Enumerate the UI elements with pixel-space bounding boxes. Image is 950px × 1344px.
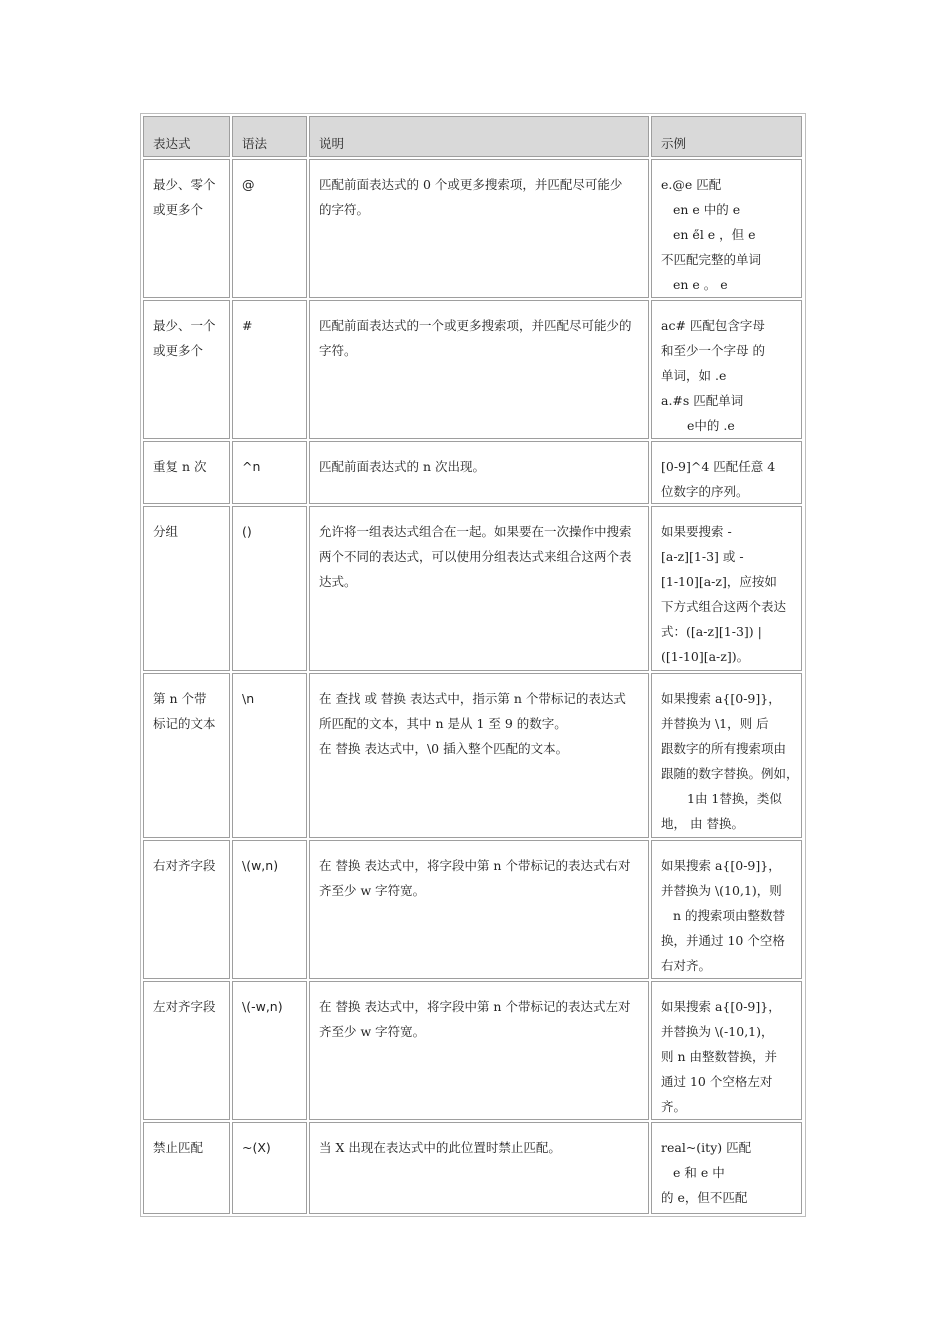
header-syntax <box>232 116 307 157</box>
description-text: 齐至少 w 字符宽。 <box>319 883 426 898</box>
table-row-description <box>309 441 649 504</box>
table-row-description <box>309 1122 649 1214</box>
table-row-example <box>651 840 802 979</box>
expression-text: 或更多个 <box>153 202 204 217</box>
table-row-description <box>309 300 649 439</box>
table-row-syntax <box>232 673 307 838</box>
table-row-expression <box>143 441 230 504</box>
example-text: 并替换为 \1，则 后 <box>661 716 769 731</box>
description-text: 匹配前面表达式的一个或更多搜索项，并匹配尽可能少的 <box>319 318 632 333</box>
header-label: 说明 <box>319 136 345 151</box>
example-text: 齐。 <box>661 1099 687 1114</box>
table-row-expression <box>143 840 230 979</box>
table-row-syntax <box>232 300 307 439</box>
expression-text: 最少、一个 <box>153 318 216 333</box>
example-text: 通过 10 个空格左对 <box>661 1074 773 1089</box>
example-text: 换，并通过 10 个空格 <box>661 933 785 948</box>
table-row-syntax <box>232 1122 307 1214</box>
description-text: 匹配前面表达式的 n 次出现。 <box>319 459 485 474</box>
syntax-text: \(-w,n) <box>242 999 283 1014</box>
example-text: [a-z][1-3] 或 - <box>661 549 744 564</box>
header-label: 语法 <box>242 136 268 151</box>
example-text: 跟随的数字替换。例如， <box>661 766 799 781</box>
example-text: ac# 匹配包含字母 <box>661 318 765 333</box>
header-description <box>309 116 649 157</box>
example-text: 位数字的序列。 <box>661 484 749 499</box>
syntax-text: @ <box>242 177 255 192</box>
table-row-syntax <box>232 840 307 979</box>
example-text: e.@e 匹配 <box>661 177 722 192</box>
example-text: 1由 1替换，类似 <box>687 791 782 806</box>
table-row-example <box>651 1122 802 1214</box>
example-text: 如果要搜索 - <box>661 524 732 539</box>
regex-syntax-table <box>140 113 806 1217</box>
example-text: [1-10][a-z]，应按如 <box>661 574 777 589</box>
example-text: 右对齐。 <box>661 958 712 973</box>
expression-text: 重复 n 次 <box>153 459 207 474</box>
expression-text: 或更多个 <box>153 343 204 358</box>
table-row-example <box>651 300 802 439</box>
syntax-text: ^n <box>242 459 261 474</box>
expression-text: 分组 <box>153 524 179 539</box>
expression-text: 右对齐字段 <box>153 858 216 873</box>
table-row-description <box>309 673 649 838</box>
table-row-example <box>651 673 802 838</box>
example-text: n 的搜索项由整数替 <box>673 908 786 923</box>
description-text: 在 查找 或 替换 表达式中，指示第 n 个带标记的表达式 <box>319 691 626 706</box>
syntax-text: ~(X) <box>242 1140 271 1155</box>
example-text: 地， 由 替换。 <box>661 816 744 831</box>
example-text: en e 中的 e <box>673 202 741 217</box>
example-text: 的 e，但不匹配 <box>661 1190 748 1205</box>
example-text: 单词，如 .e <box>661 368 727 383</box>
example-text: 和至少一个字母 的 <box>661 343 765 358</box>
example-text: e 和 e 中 <box>673 1165 725 1180</box>
table-row-description <box>309 981 649 1120</box>
description-text: 匹配前面表达式的 0 个或更多搜索项，并匹配尽可能少 <box>319 177 623 192</box>
example-text: 不匹配完整的单词 <box>661 252 762 267</box>
expression-text: 左对齐字段 <box>153 999 216 1014</box>
description-text: 两个不同的表达式，可以使用分组表达式来组合这两个表 <box>319 549 632 564</box>
table-row-syntax <box>232 981 307 1120</box>
example-text: 并替换为 \(-10,1)， <box>661 1024 774 1039</box>
table-row-syntax <box>232 159 307 298</box>
example-text: 则 n 由整数替换，并 <box>661 1049 777 1064</box>
expression-text: 最少、零个 <box>153 177 216 192</box>
example-text: a.#s 匹配单词 <box>661 393 744 408</box>
expression-text: 禁止匹配 <box>153 1140 204 1155</box>
example-text: real~(ity) 匹配 <box>661 1140 752 1155</box>
example-text: 并替换为 \(10,1)，则 <box>661 883 782 898</box>
example-text: 式：([a-z][1-3]) | <box>661 624 762 639</box>
expression-text: 标记的文本 <box>153 716 216 731</box>
header-label: 示例 <box>661 136 687 151</box>
header-example <box>651 116 802 157</box>
table-row-expression <box>143 159 230 298</box>
description-text: 在 替换 表达式中，将字段中第 n 个带标记的表达式右对 <box>319 858 631 873</box>
table-row-expression <box>143 981 230 1120</box>
table-row-description <box>309 159 649 298</box>
example-text: ([1-10][a-z])。 <box>661 649 750 664</box>
description-text: 在 替换 表达式中，\0 插入整个匹配的文本。 <box>319 741 569 756</box>
syntax-text: \n <box>242 691 255 706</box>
table-row-description <box>309 840 649 979</box>
header-label: 表达式 <box>153 136 191 151</box>
description-text: 的字符。 <box>319 202 370 217</box>
description-text: 在 替换 表达式中，将字段中第 n 个带标记的表达式左对 <box>319 999 631 1014</box>
description-text: 所匹配的文本，其中 n 是从 1 至 9 的数字。 <box>319 716 567 731</box>
header-expression <box>143 116 230 157</box>
table-row-expression <box>143 1122 230 1214</box>
example-text: [0-9]^4 匹配任意 4 <box>661 459 776 474</box>
table-row-syntax <box>232 441 307 504</box>
syntax-text: \(w,n) <box>242 858 279 873</box>
table-row-example <box>651 981 802 1120</box>
table-row-example <box>651 159 802 298</box>
table-row-example <box>651 506 802 671</box>
example-text: e中的 .e <box>687 418 735 433</box>
description-text: 达式。 <box>319 574 357 589</box>
expression-text: 第 n 个带 <box>153 691 207 706</box>
description-text: 齐至少 w 字符宽。 <box>319 1024 426 1039</box>
example-text: en e̋l e ，但 e <box>673 227 756 242</box>
example-text: en e 。 e <box>673 277 728 292</box>
table-row-description <box>309 506 649 671</box>
description-text: 当 X 出现在表达式中的此位置时禁止匹配。 <box>319 1140 561 1155</box>
table-row-expression <box>143 506 230 671</box>
syntax-text: () <box>242 524 252 539</box>
syntax-text: # <box>242 318 253 333</box>
table-row-expression <box>143 300 230 439</box>
table-row-expression <box>143 673 230 838</box>
description-text: 允许将一组表达式组合在一起。如果要在一次操作中搜索 <box>319 524 632 539</box>
table-row-syntax <box>232 506 307 671</box>
description-text: 字符。 <box>319 343 357 358</box>
example-text: 如果搜索 a{[0-9]}， <box>661 999 781 1014</box>
example-text: 如果搜索 a{[0-9]}， <box>661 858 781 873</box>
table-row-example <box>651 441 802 504</box>
example-text: 如果搜索 a{[0-9]}， <box>661 691 781 706</box>
example-text: 跟数字的所有搜索项由 <box>661 741 787 756</box>
example-text: 下方式组合这两个表达 <box>661 599 787 614</box>
